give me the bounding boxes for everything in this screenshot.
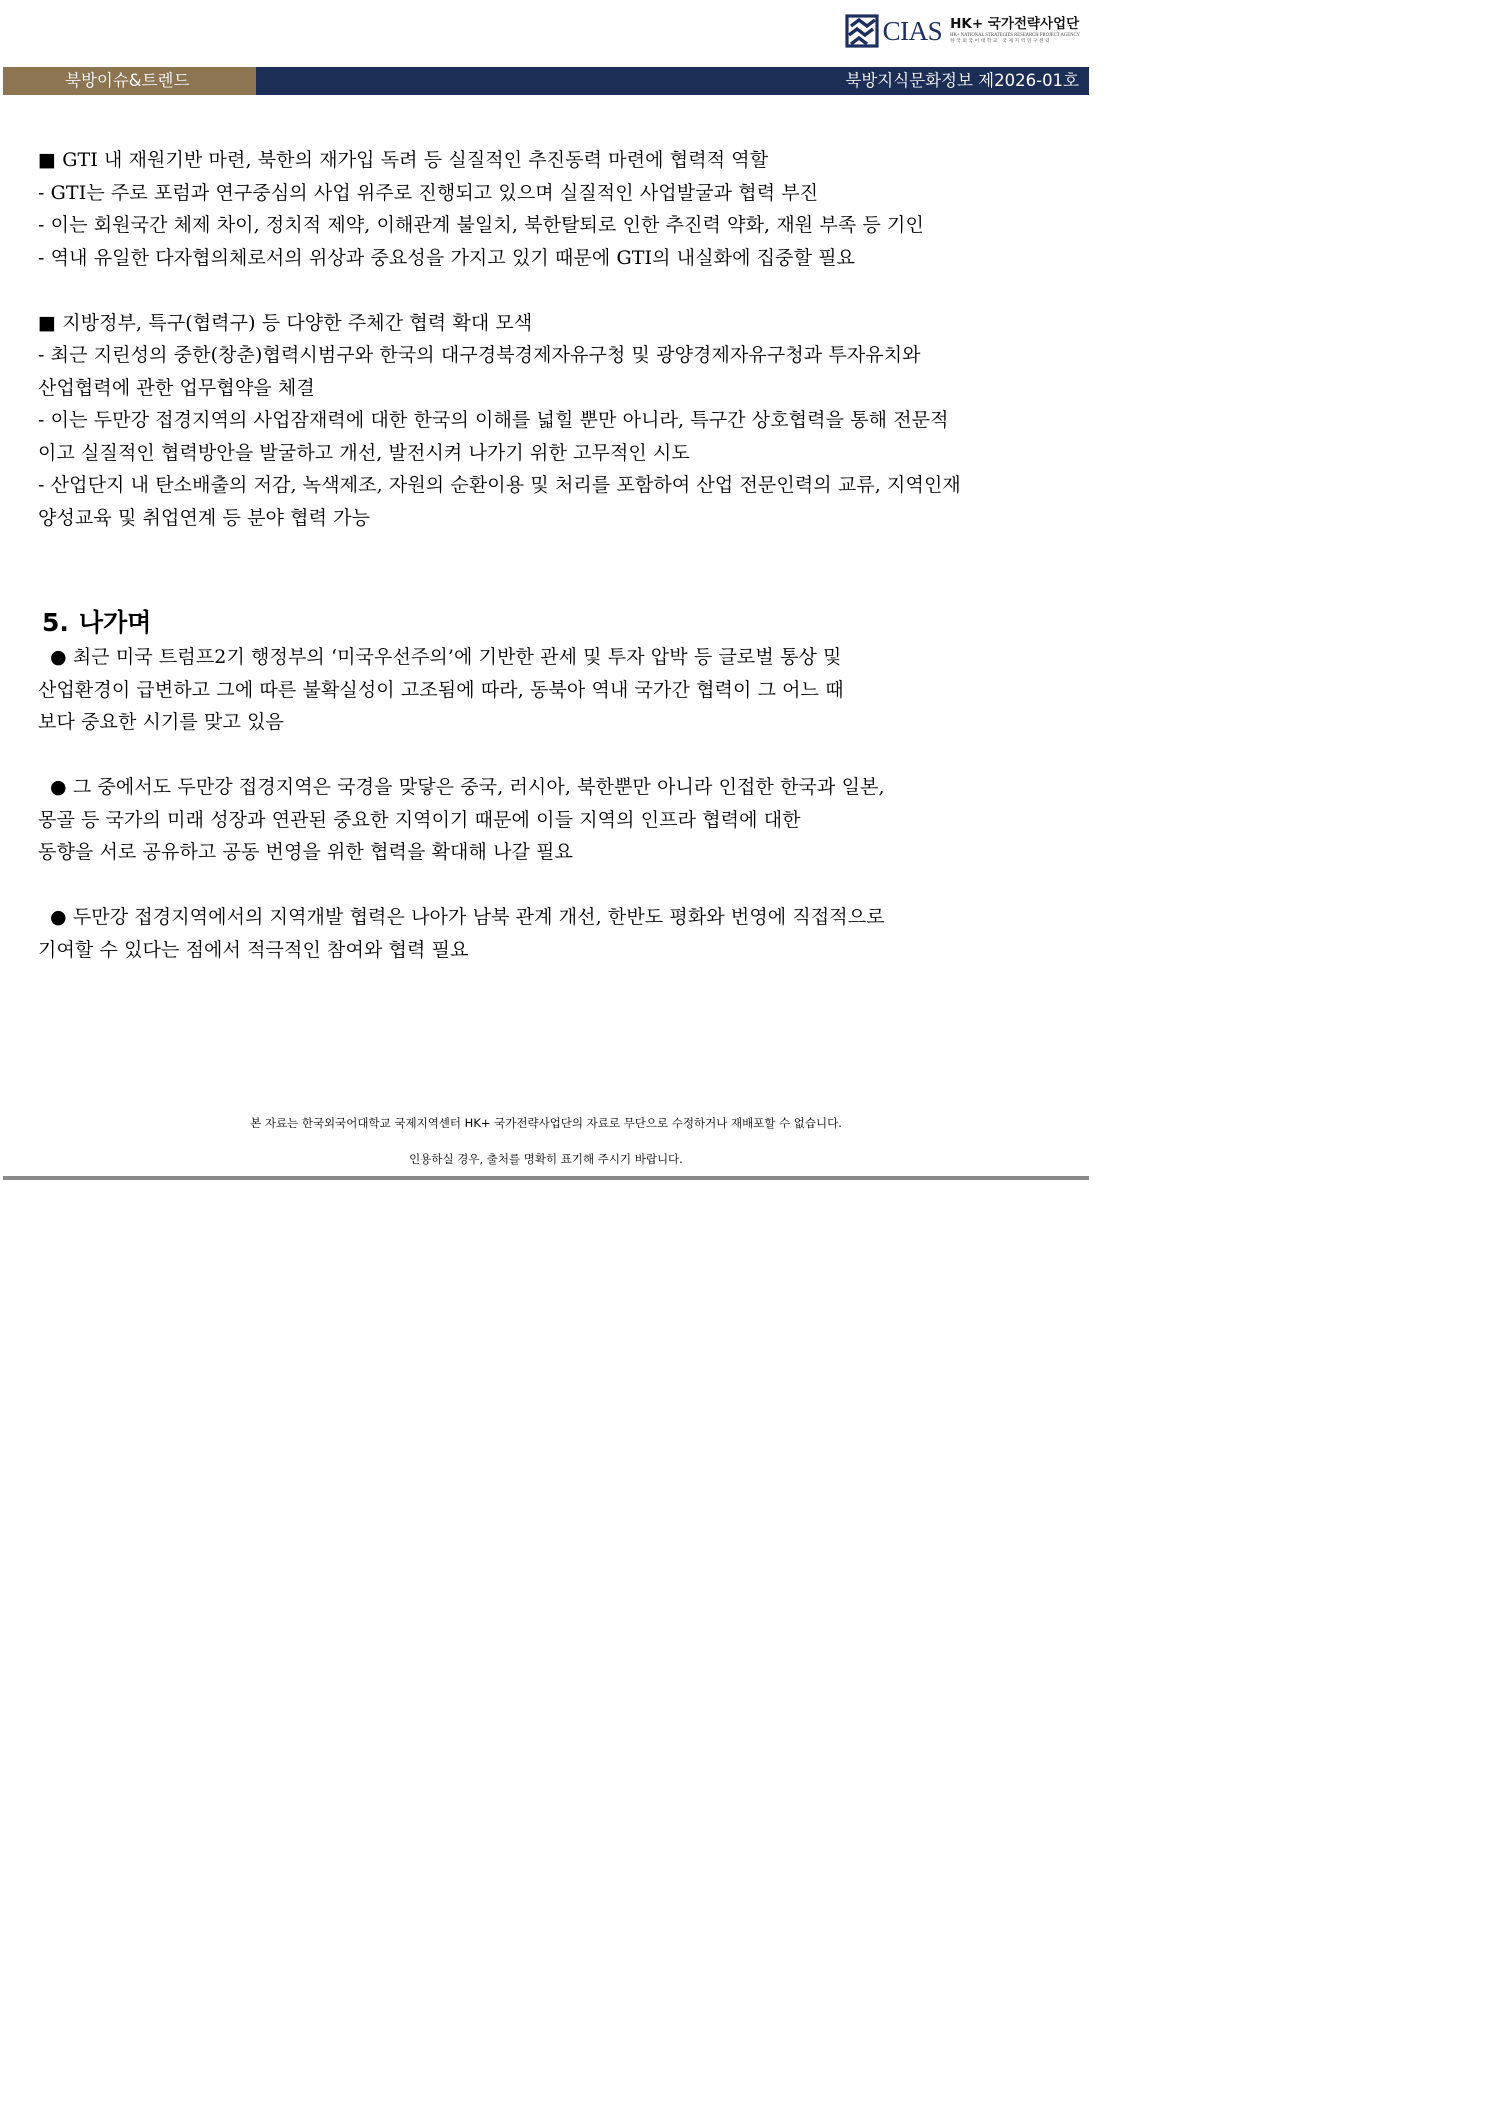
section-heading: ■ GTI 내 재원기반 마련, 북한의 재가입 독려 등 실질적인 추진동력 마련에 협력적 역할	[38, 149, 769, 171]
footer-divider	[3, 1176, 1089, 1180]
body-line: 산업환경이 급변하고 그에 따른 불확실성이 고조됨에 따라, 동북아 역내 국가간 협력이 그 어느 때	[38, 678, 844, 701]
conclusion-paragraph	[38, 901, 1093, 966]
bullet-line: ● 최근 미국 트럼프2기 행정부의 ‘미국우선주의’에 기반한 관세 및 투자 압박 등 글로벌 통상 및	[50, 646, 842, 668]
body-line: 이고 실질적인 협력방안을 발굴하고 개선, 발전시켜 나가기 위한 고무적인 시도	[38, 441, 690, 464]
conclusion-heading	[42, 607, 1093, 641]
copyright-notice: 본 자료는 한국외국어대학교 국제지역센터 HK+ 국가전략사업단의 자료로 무단으로 수정하거나 재배포할 수 없습니다.	[250, 1116, 842, 1130]
logo-text-block	[950, 15, 1080, 45]
body-line: - 최근 지린성의 중한(창춘)협력시범구와 한국의 대구경북경제자유구청 및 광양경제자유구청과 투자유치와	[38, 344, 921, 366]
logo	[845, 14, 1080, 48]
body-line: 기여할 수 있다는 점에서 적극적인 참여와 협력 필요	[38, 938, 469, 961]
citation-notice: 인용하실 경우, 출처를 명확히 표기해 주시기 바랍니다.	[409, 1152, 683, 1166]
body-line: - 이는 회원국간 체제 차이, 정치적 제약, 이해관계 불일치, 북한탈퇴로 인한 추진력 약화, 재원 부족 등 기인	[38, 214, 924, 236]
footer	[3, 1113, 1089, 1169]
logo-wordmark: CIAS	[882, 15, 943, 46]
section-number: 5.	[42, 608, 69, 637]
section-heading: ■ 지방정부, 특구(협력구) 등 다양한 주체간 협력 확대 모색	[38, 311, 533, 334]
body-line: - GTI는 주로 포럼과 연구중심의 사업 위주로 진행되고 있으며 실질적인 사업발굴과 협력 부진	[38, 181, 819, 204]
header-bar	[3, 67, 1089, 95]
logo-subtitle-en: HK+ NATIONAL STRATEGIES RESEARCH PROJECT AGENCY	[950, 33, 1080, 39]
logo-title: HK+ 국가전략사업단	[950, 15, 1080, 32]
body-line: 양성교육 및 취업연계 등 분야 협력 가능	[38, 506, 371, 529]
paragraph-gap	[38, 274, 1093, 307]
bullet-line: ● 그 중에서도 두만강 접경지역은 국경을 맞닿은 중국, 러시아, 북한뿐만 아니라 인접한 한국과 일본,	[50, 776, 885, 798]
conclusion-paragraph	[38, 771, 1093, 869]
body-line: 산업협력에 관한 업무협약을 체결	[38, 376, 315, 399]
bullet-line: ● 두만강 접경지역에서의 지역개발 협력은 나아가 남북 관계 개선, 한반도 평화와 번영에 직접적으로	[50, 906, 885, 928]
document-body	[38, 144, 1093, 966]
header-category: 북방이슈&트렌드	[3, 67, 256, 95]
body-line: 동향을 서로 공유하고 공동 번영을 위한 협력을 확대해 나갈 필요	[38, 841, 574, 863]
body-line: - 역내 유일한 다자협의체로서의 위상과 중요성을 가지고 있기 때문에 GTI의 내실화에 집중할 필요	[38, 246, 856, 269]
section-local-cooperation	[38, 307, 1093, 535]
body-line: 보다 중요한 시기를 맞고 있음	[38, 711, 285, 733]
section-title: 나가며	[78, 608, 152, 637]
paragraph-gap	[38, 869, 1093, 902]
header-issue-number: 북방지식문화정보 제2026-01호	[256, 67, 1089, 95]
body-line: - 산업단지 내 탄소배출의 저감, 녹색제조, 자원의 순환이용 및 처리를 포함하여 산업 전문인력의 교류, 지역인재	[38, 474, 961, 496]
section-gti	[38, 144, 1093, 274]
body-line: - 이는 두만강 접경지역의 사업잠재력에 대한 한국의 이해를 넓힐 뿐만 아니라, 특구간 상호협력을 통해 전문적	[38, 409, 949, 431]
logo-subtitle-ko: 한국외국어대학교 국제지역연구센터	[950, 38, 1052, 44]
cias-emblem-icon	[845, 14, 879, 48]
body-line: 몽골 등 국가의 미래 성장과 연관된 중요한 지역이기 때문에 이들 지역의 인프라 협력에 대한	[38, 808, 801, 831]
paragraph-gap	[38, 739, 1093, 772]
conclusion-paragraph	[38, 641, 1093, 739]
